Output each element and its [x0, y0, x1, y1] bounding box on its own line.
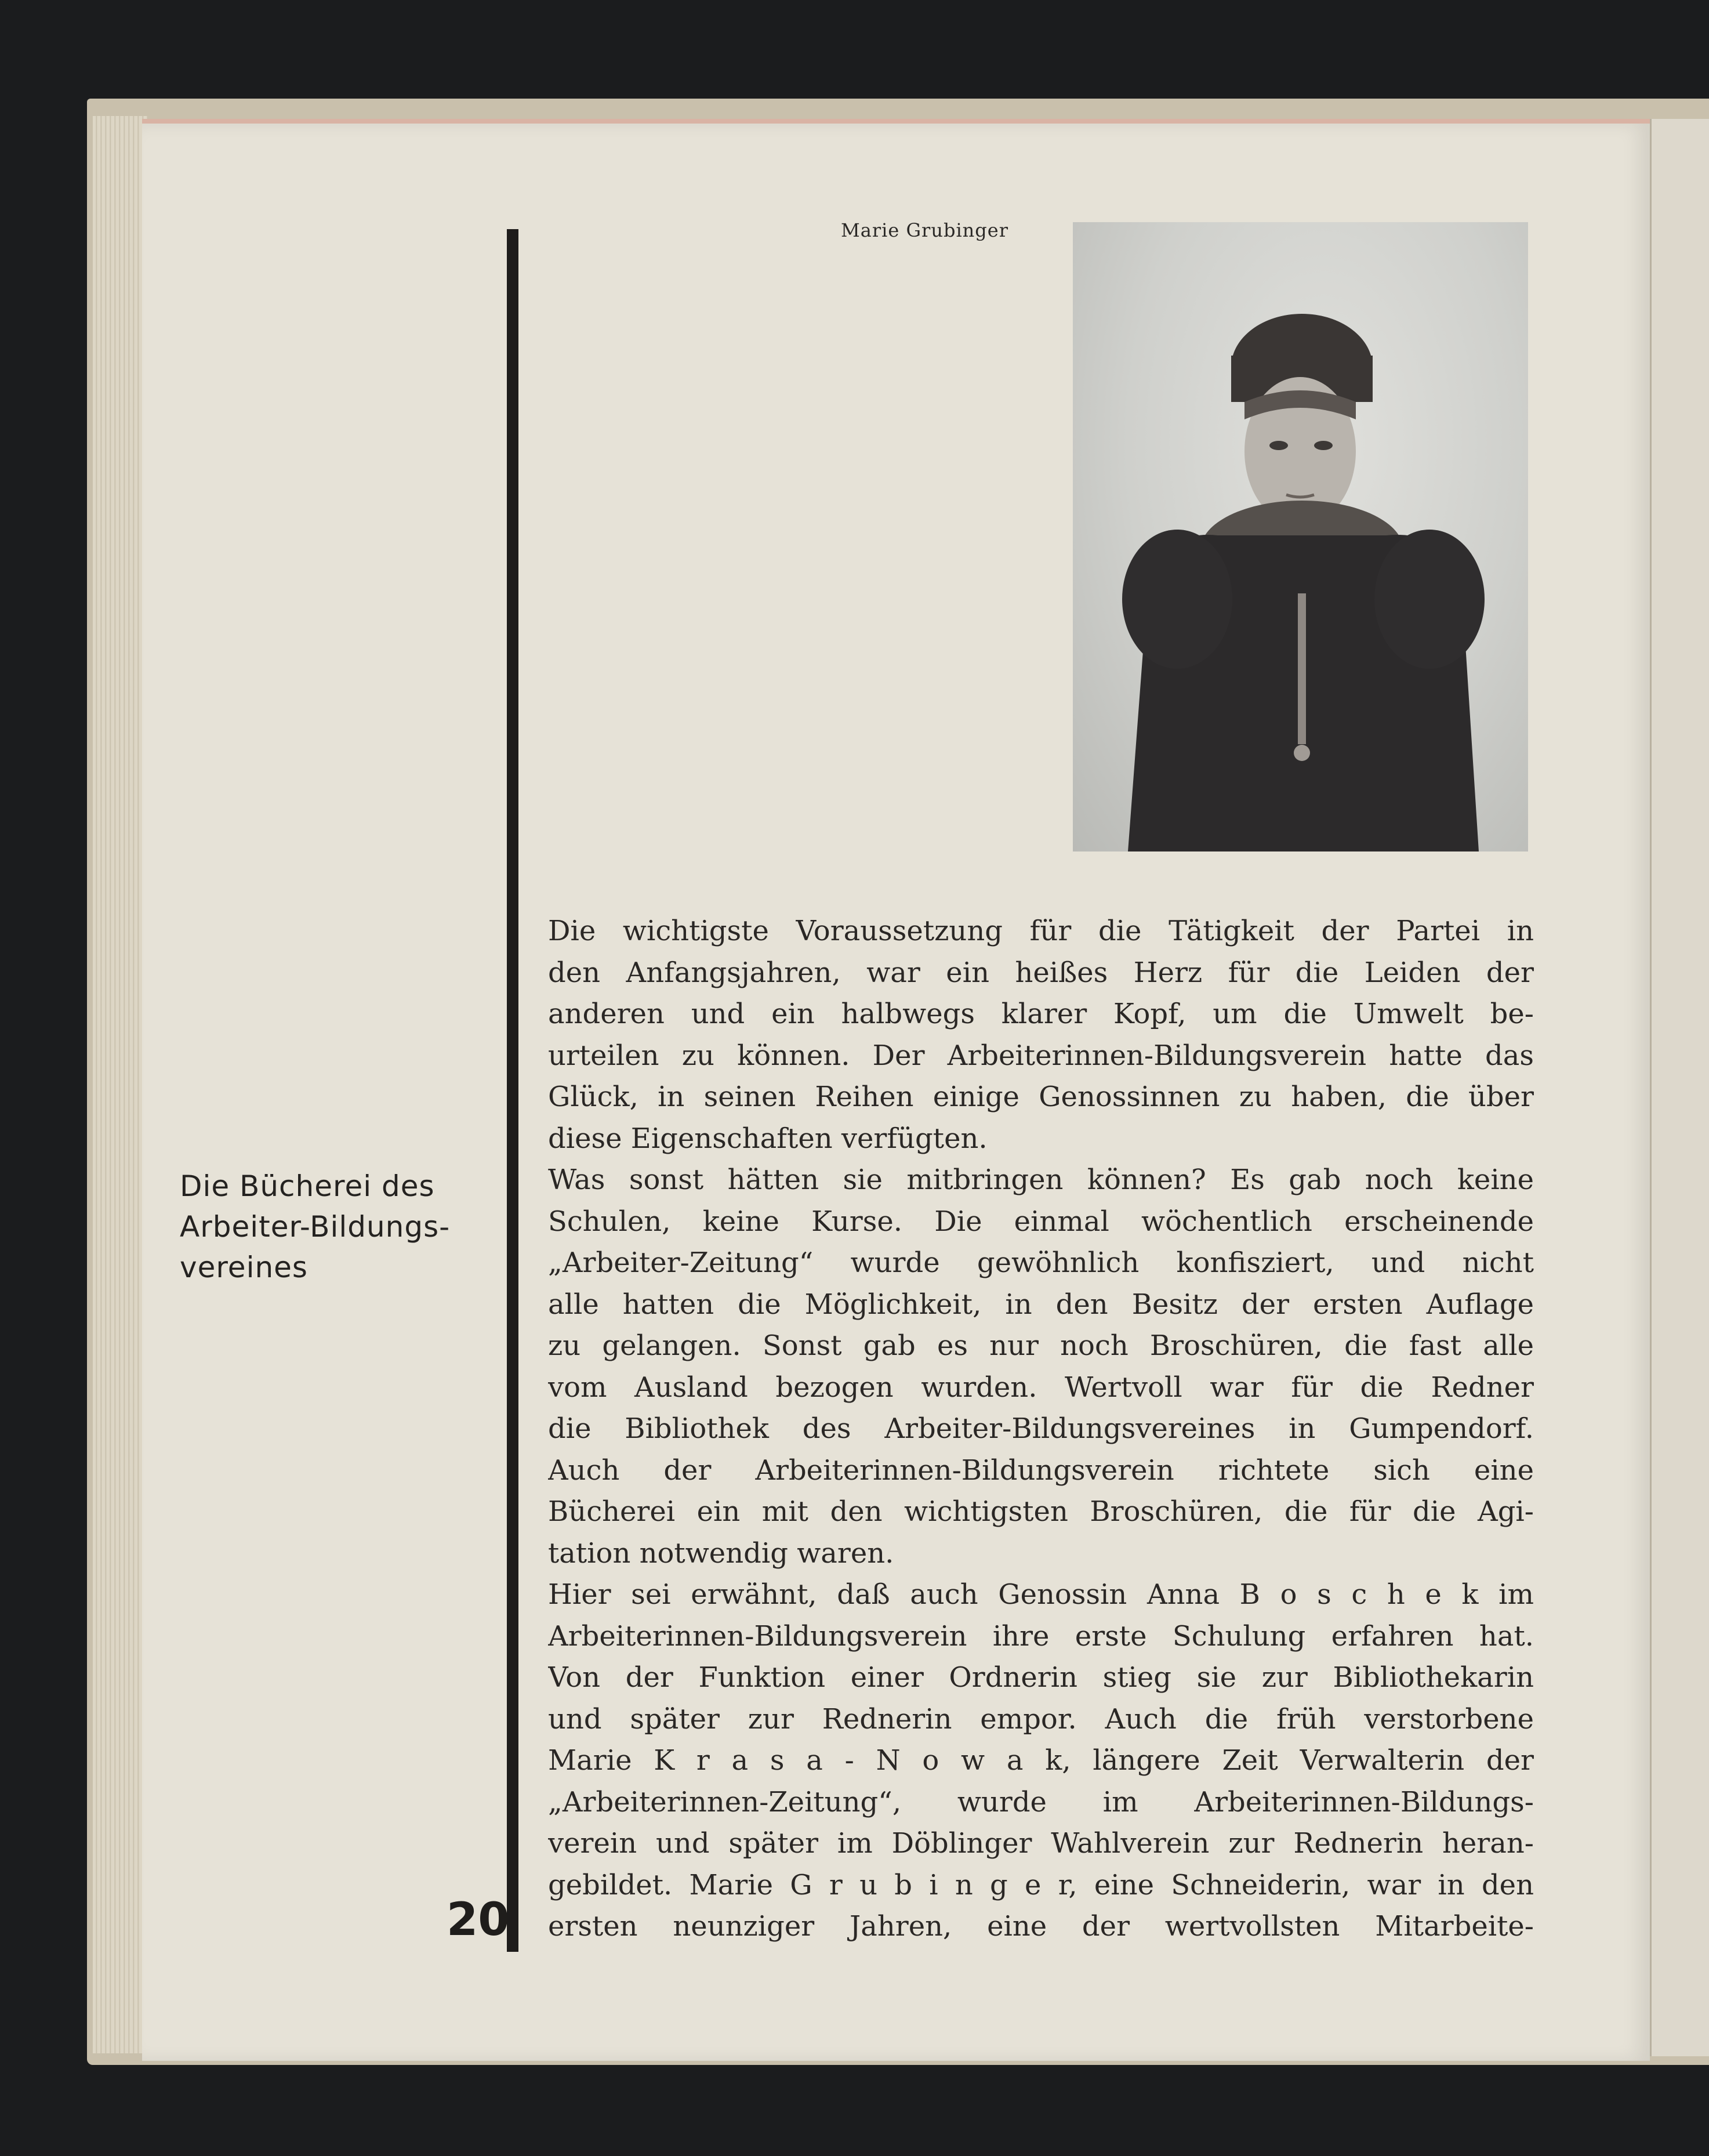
sidebar-heading: [180, 1166, 505, 1288]
photo-caption: Marie Grubinger: [841, 219, 1008, 241]
vertical-rule: [507, 229, 518, 1952]
text-line: diese Eigenschaften verfügten.: [548, 1122, 988, 1155]
sidebar-heading-line: vereines: [180, 1251, 308, 1284]
portrait-figure: [1073, 222, 1528, 851]
text-line: die Bibliothek des Arbeiter-Bildungsvereines in Gumpendorf.: [548, 1412, 1534, 1445]
body-text: [548, 911, 1534, 1948]
text-line: Von der Funktion einer Ordnerin stieg sie zur Bibliothekarin: [548, 1661, 1534, 1694]
text-line: urteilen zu können. Der Arbeiterinnen-Bildungsverein hatte das: [548, 1039, 1534, 1072]
text-line: Was sonst hätten sie mitbringen können? Es gab noch keine: [548, 1164, 1534, 1196]
sidebar-heading-line: Die Bücherei des: [180, 1169, 435, 1203]
text-line: anderen und ein halbwegs klarer Kopf, um die Umwelt be-: [548, 998, 1534, 1030]
text-line: ersten neunziger Jahren, eine der wertvollsten Mitarbeite-: [548, 1910, 1534, 1943]
text-line: gebildet. Marie G r u b i n g e r, eine Schneiderin, war in den: [548, 1868, 1534, 1901]
text-line: alle hatten die Möglichkeit, in den Besitz der ersten Auflage: [548, 1288, 1534, 1321]
facing-page-edge: [1650, 119, 1709, 2056]
text-line: Bücherei ein mit den wichtigsten Broschüren, die für die Agi-: [548, 1495, 1534, 1528]
text-line: Glück, in seinen Reihen einige Genossinnen zu haben, die über: [548, 1081, 1534, 1113]
text-line: „Arbeiterinnen-Zeitung“, wurde im Arbeiterinnen-Bildungs-: [548, 1785, 1534, 1818]
text-line: Die wichtigste Voraussetzung für die Tätigkeit der Partei in: [548, 915, 1534, 947]
text-line: Hier sei erwähnt, daß auch Genossin Anna B o s c h e k im: [548, 1578, 1534, 1611]
text-line: „Arbeiter-Zeitung“ wurde gewöhnlich konfisziert, und nicht: [548, 1247, 1534, 1279]
page-number: 20: [447, 1894, 510, 1946]
portrait-photo: [1073, 222, 1528, 851]
text-line: verein und später im Döblinger Wahlverein zur Rednerin heran-: [548, 1827, 1534, 1860]
text-line: tation notwendig waren.: [548, 1537, 894, 1570]
text-line: Arbeiterinnen-Bildungsverein ihre erste Schulung erfahren hat.: [548, 1619, 1534, 1653]
text-line: zu gelangen. Sonst gab es nur noch Broschüren, die fast alle: [548, 1329, 1534, 1362]
sidebar-heading-line: Arbeiter-Bildungs-: [180, 1210, 451, 1244]
text-line: Marie K r a s a - N o w a k, längere Zeit Verwalterin der: [548, 1744, 1534, 1777]
text-line: Auch der Arbeiterinnen-Bildungsverein richtete sich eine: [548, 1454, 1534, 1487]
text-line: und später zur Rednerin empor. Auch die früh verstorbene: [548, 1702, 1534, 1735]
text-line: Schulen, keine Kurse. Die einmal wöchentlich erscheinende: [548, 1205, 1534, 1238]
text-line: vom Ausland bezogen wurden. Wertvoll war für die Redner: [548, 1371, 1534, 1404]
page-edges: [93, 116, 148, 2053]
text-line: den Anfangsjahren, war ein heißes Herz für die Leiden der: [548, 956, 1534, 989]
